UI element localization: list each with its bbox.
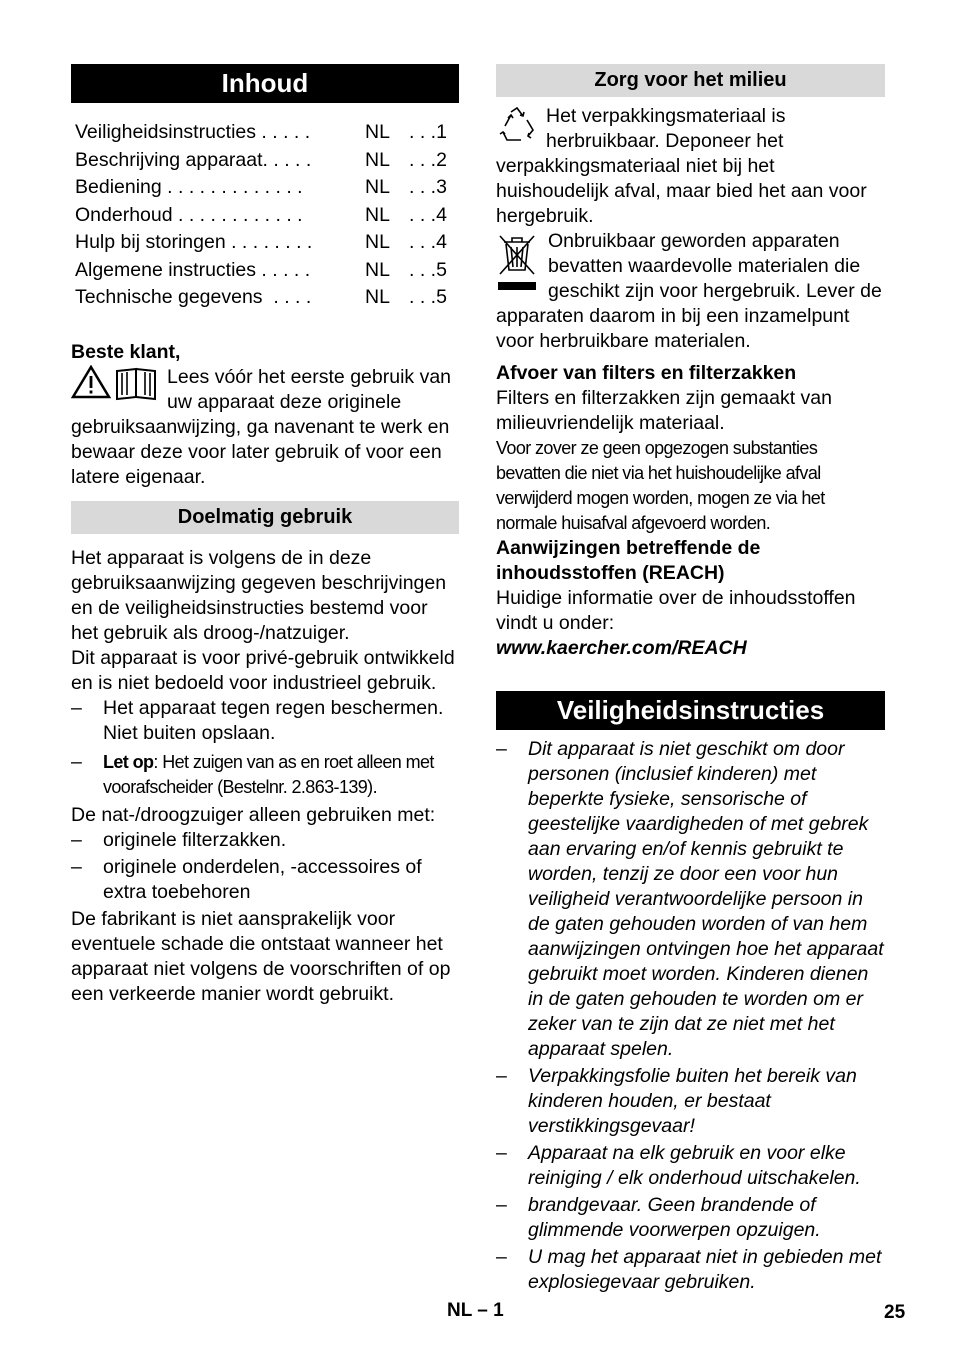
right-column — [496, 64, 885, 1295]
left-column — [71, 64, 459, 1007]
toc-lang: NL — [365, 286, 390, 308]
environment-heading: Zorg voor het milieu — [496, 64, 885, 97]
dash-bullet: – — [496, 1142, 507, 1164]
toc-lang: NL — [365, 258, 390, 281]
safety-list — [496, 737, 885, 1295]
packaging-text: Het verpakkingsmateriaal is herbruikbaar. Deponeer het verpakkingsmateriaal niet bij het huishoudelijk afval, maar bied het aan voor hergebruik. — [496, 105, 867, 227]
toc-title: Technische gegevens . . . . — [75, 286, 312, 308]
toc-row[interactable] — [75, 119, 459, 147]
toc-title: Beschrijving apparaat. . . . . — [75, 148, 312, 171]
toc-title: Veiligheidsinstructies . . . . . — [75, 121, 311, 143]
toc-title: Onderhoud . . . . . . . . . . . . — [75, 203, 303, 226]
dash-bullet: – — [71, 855, 82, 878]
disposal-text: Onbruikbaar geworden apparaten bevatten waardevolle materialen die geschikt zijn voor hergebruik. Lever de apparaten daarom in bij een inzamelpunt voor herbruikbare materialen. — [496, 230, 882, 352]
toc-row[interactable] — [75, 147, 459, 175]
recycling-icon — [496, 106, 538, 153]
list-item-text: Het apparaat tegen regen beschermen. Niet buiten opslaan. — [103, 696, 444, 744]
toc-page: . . .4 — [409, 231, 447, 253]
list-item — [71, 696, 459, 746]
dash-bullet: – — [496, 738, 507, 760]
dash-bullet: – — [496, 1246, 507, 1268]
greeting: Beste klant, — [71, 340, 181, 363]
use-paragraph-2: Dit apparaat is voor privé-gebruik ontwikkeld en is niet bedoeld voor industrieel gebruik. — [71, 646, 455, 694]
toc-page: . . .1 — [409, 121, 447, 143]
footer-page-code: NL – 1 — [447, 1300, 504, 1321]
list-item — [496, 1064, 885, 1139]
toc-page: . . .2 — [409, 148, 447, 171]
toc-row[interactable] — [75, 284, 459, 312]
list-item-text: U mag het apparaat niet in gebieden met explosiegevaar gebruiken. — [528, 1246, 882, 1293]
filter-heading: Afvoer van filters en filterzakken — [496, 362, 797, 384]
list-item — [496, 1141, 885, 1191]
toc-row[interactable] — [75, 174, 459, 202]
list-item — [496, 1245, 885, 1295]
toc-heading: Inhoud — [71, 64, 459, 103]
dash-bullet: – — [496, 1194, 507, 1216]
warning-and-manual-icons — [71, 365, 159, 408]
toc-title: Hulp bij storingen . . . . . . . . — [75, 231, 313, 253]
dash-bullet: – — [71, 750, 82, 773]
filter-paragraph-2: Voor zover ze geen opgezogen substanties bevatten die niet via het huishoudelijke afval verwijderd mogen worden, mogen ze via het normale huisafval afgevoerd worden. — [496, 438, 825, 533]
list-item-text: Verpakkingsfolie buiten het bereik van kinderen houden, er bestaat verstikkingsgevaar! — [528, 1065, 857, 1137]
use-heading: Doelmatig gebruik — [71, 501, 459, 534]
dash-bullet: – — [71, 828, 82, 851]
dash-bullet: – — [71, 696, 82, 719]
use-paragraph-3: De nat-/droogzuiger alleen gebruiken met: — [71, 803, 436, 826]
use-paragraph-4: De fabrikant is niet aansprakelijk voor eventuele schade die ontstaat wanneer het apparaat niet volgens de voorschriften of op een verkeerde manier wordt gebruikt. — [71, 907, 451, 1005]
disposal-block — [496, 229, 885, 354]
letop-label: Let op — [103, 751, 154, 772]
list-item — [71, 750, 459, 800]
list-item — [71, 855, 459, 905]
toc-title: Bediening . . . . . . . . . . . . . — [75, 176, 303, 198]
list-item — [496, 1193, 885, 1243]
list-item — [71, 828, 459, 853]
reach-heading: Aanwijzingen betreffende de inhoudsstoffen (REACH) — [496, 537, 761, 584]
list-item-text: originele onderdelen, -accessoires of extra toebehoren — [103, 855, 422, 903]
intro-text: Lees vóór het eerste gebruik van uw apparaat deze originele gebruiksaanwijzing, ga navenant te werk en bewaar deze voor later gebruik of voor een latere eigenaar. — [71, 365, 452, 488]
use-list-1 — [71, 696, 459, 800]
reach-link[interactable]: www.kaercher.com/REACH — [496, 637, 747, 659]
crossed-bin-icon — [496, 230, 538, 303]
toc-page: . . .3 — [409, 176, 447, 198]
list-item — [496, 737, 885, 1062]
toc-page: . . .5 — [409, 258, 447, 281]
list-item-text: originele filterzakken. — [103, 828, 287, 851]
packaging-block — [496, 104, 885, 229]
table-of-contents — [75, 119, 459, 312]
list-item-text: brandgevaar. Geen brandende of glimmende voorwerpen opzuigen. — [528, 1194, 821, 1241]
toc-lang: NL — [365, 121, 390, 143]
toc-lang: NL — [365, 148, 390, 171]
toc-lang: NL — [365, 203, 390, 226]
reach-paragraph: Huidige informatie over de inhoudsstoffen vindt u onder: — [496, 587, 856, 634]
list-item-text: Apparaat na elk gebruik en voor elke reiniging / elk onderhoud uitschakelen. — [528, 1142, 861, 1189]
dash-bullet: – — [496, 1065, 507, 1087]
filter-paragraph-1: Filters en filterzakken zijn gemaakt van milieuvriendelijk materiaal. — [496, 387, 832, 434]
toc-lang: NL — [365, 231, 390, 253]
footer-page-number: 25 — [884, 1302, 906, 1323]
manual-book-icon — [117, 369, 155, 399]
toc-row[interactable] — [75, 229, 459, 257]
toc-title: Algemene instructies . . . . . — [75, 258, 311, 281]
letop-text: : Het zuigen van as en roet alleen met voorafscheider (Bestelnr. 2.863-139). — [103, 751, 434, 797]
toc-page: . . .4 — [409, 203, 447, 226]
toc-row[interactable] — [75, 202, 459, 230]
toc-row[interactable] — [75, 257, 459, 285]
toc-lang: NL — [365, 176, 390, 198]
use-list-2 — [71, 828, 459, 905]
use-paragraph-1: Het apparaat is volgens de in deze gebruiksaanwijzing gegeven beschrijvingen en de veiligheidsinstructies bestemd voor het gebruik als droog-/natzuiger. — [71, 546, 447, 644]
toc-page: . . .5 — [409, 286, 447, 308]
warning-icon — [71, 365, 159, 401]
list-item-text: Dit apparaat is niet geschikt om door personen (inclusief kinderen) met beperkte fysieke, sensorische of geestelijke vaardigheden of met gebrek aan ervaring en/of kennis gebruikt te worden, tenzij ze door een voor hun veiligheid verantwoordelijke persoon in de gaten gehouden worden of van hem aanwijzingen ontvingen hoe het apparaat gebruikt moet worden. Kinderen dienen in de gaten gehouden te worden om er zeker van te zijn dat ze niet met het apparaat spelen. — [528, 738, 884, 1060]
safety-heading: Veiligheidsinstructies — [496, 691, 885, 730]
intro-block — [71, 365, 459, 490]
